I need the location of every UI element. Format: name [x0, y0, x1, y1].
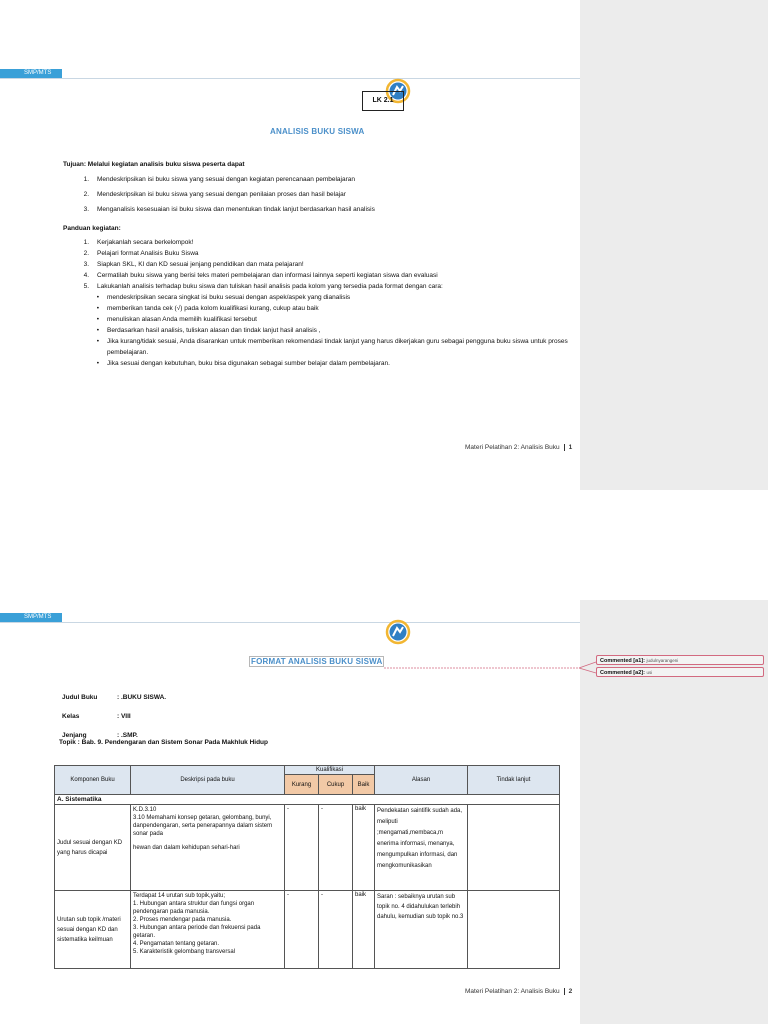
- footer-text: Materi Pelatihan 2: Analisis Buku: [465, 988, 560, 995]
- table-row: Judul sesuai dengan KD yang harus dicapai K.D.3.10 3.10 Memahami konsep getaran, gelombang, bunyi, danpendengaran, serta penerapannya dalam sistem sonar pada hewan dan dalam kehidupan sehari-hari - - baik Pendekatan saintifik sudah ada, meliputi ;mengamati,membaca,m enerima informasi, menanya, mengumpulkan informasi, dan mengkomunikasikan: [55, 805, 560, 891]
- footer-text: Materi Pelatihan 2: Analisis Buku: [465, 444, 560, 451]
- analysis-table: [54, 765, 560, 969]
- bullet-item: • menuliskan alasan Anda memilih kualifikasi tersebut: [96, 316, 257, 323]
- header-rule: [0, 622, 580, 623]
- comment-a2[interactable]: Commented [a2]: usi: [596, 667, 764, 677]
- bullet-item: • memberikan tanda cek (√) pada kolom kualifikasi kurang, cukup atau baik: [96, 305, 319, 312]
- page-footer: [465, 988, 572, 995]
- page-1: [0, 0, 768, 490]
- topik-line: Topik : Bab. 9. Pendengaran dan Sistem Sonar Pada Makhluk Hidup: [59, 739, 269, 746]
- page-title: ANALISIS BUKU SISWA: [270, 127, 365, 136]
- header-rule: [0, 78, 580, 79]
- page-footer: [465, 444, 572, 451]
- col-cukup: Cukup: [319, 775, 353, 795]
- list-item: 3. Menganalisis kesesuaian isi buku siswa dan menentukan tindak lanjut berdasarkan hasil analisis: [83, 206, 375, 213]
- section-sistematika: A. Sistematika: [55, 795, 560, 805]
- book-info: Judul Buku : .BUKU SISWA. Kelas : VIII Jenjang : .SMP.: [62, 694, 167, 739]
- col-kurang: Kurang: [285, 775, 319, 795]
- bullet-item: • mendeskripsikan secara singkat isi buku sesuai dengan aspek/aspek yang dianalisis: [96, 294, 351, 301]
- list-item: 5. Lakukanlah analisis terhadap buku siswa dan tuliskan hasil analisis pada kolom yang tersedia pada format dengan cara:: [83, 283, 443, 290]
- format-title: FORMAT ANALISIS BUKU SISWA: [251, 657, 383, 666]
- ministry-logo-icon: [385, 619, 411, 645]
- page-gap: [0, 490, 768, 545]
- header-bar: [0, 69, 62, 78]
- tujuan-heading: Tujuan: Melalui kegiatan analisis buku siswa peserta dapat: [63, 161, 245, 168]
- header-label: SMP/MTS: [24, 70, 52, 76]
- bullet-item: • Jika sesuai dengan kebutuhan, buku bisa digunakan sebagai sumber belajar dalam pembelajaran.: [96, 360, 390, 367]
- list-item: 1. Mendeskripsikan isi buku siswa yang sesuai dengan kegiatan perencanaan pembelajaran: [83, 176, 355, 183]
- bullet-item: • Jika kurang/tidak sesuai, Anda disarankan untuk memberikan rekomendasi tindak lanjut yang harus dikerjakan guru sebagai pengguna buku siswa untuk proses pembelajaran.: [96, 338, 568, 356]
- tujuan-section: [63, 159, 573, 215]
- page-number: 1: [564, 444, 573, 451]
- col-komponen: Komponen Buku: [55, 766, 131, 795]
- lk-label: LK 2.1: [362, 91, 404, 111]
- col-tindak: Tindak lanjut: [468, 766, 560, 795]
- page-number: 2: [564, 988, 573, 995]
- header-label: SMP/MTS: [24, 614, 52, 620]
- col-deskripsi: Deskripsi pada buku: [131, 766, 285, 795]
- table-row: Urutan sub topik /materi sesuai dengan KD dan sistematika keilmuan Terdapat 14 urutan sub topik,yaitu; 1. Hubungan antara struktur dan fungsi organ pendengaran pada manusia. 2. Proses mendengar pada manusia. 3. Hubungan antara periode dan frekuensi pada getaran. 4. Pengamatan tentang getaran. 5. Karakteristik gelombang transversal - - baik Saran : sebaiknya urutan sub topik no. 4 didahulukan terlebih dahulu, kemudian sub topik no.3: [55, 891, 560, 969]
- list-item: 3. Siapkan SKL, KI dan KD sesuai jenjang pendidikan dan mata pelajaran!: [83, 261, 304, 268]
- list-item: 1. Kerjakanlah secara berkelompok!: [83, 239, 194, 246]
- panduan-heading: Panduan kegiatan:: [63, 225, 121, 232]
- panduan-section: [63, 223, 575, 369]
- comment-a1[interactable]: Commented [a1]: judulnyarangeni: [596, 655, 764, 665]
- bullet-item: • Berdasarkan hasil analisis, tuliskan alasan dan tindak lanjut hasil analisis ,: [96, 327, 321, 334]
- col-kualifikasi: Kualifikasi: [285, 766, 375, 775]
- list-item: 2. Mendeskripsikan isi buku siswa yang sesuai dengan penilaian proses dan hasil belajar: [83, 191, 346, 198]
- header-bar: [0, 613, 62, 622]
- comment-margin: [580, 0, 768, 490]
- list-item: 4. Cermatilah buku siswa yang berisi teks materi pembelajaran dan informasi lainnya seperti kegiatan siswa dan evaluasi: [83, 272, 438, 279]
- col-alasan: Alasan: [375, 766, 468, 795]
- comment-connector: [384, 660, 597, 676]
- col-baik: Baik: [353, 775, 375, 795]
- list-item: 2. Pelajari format Analisis Buku Siswa: [83, 250, 199, 257]
